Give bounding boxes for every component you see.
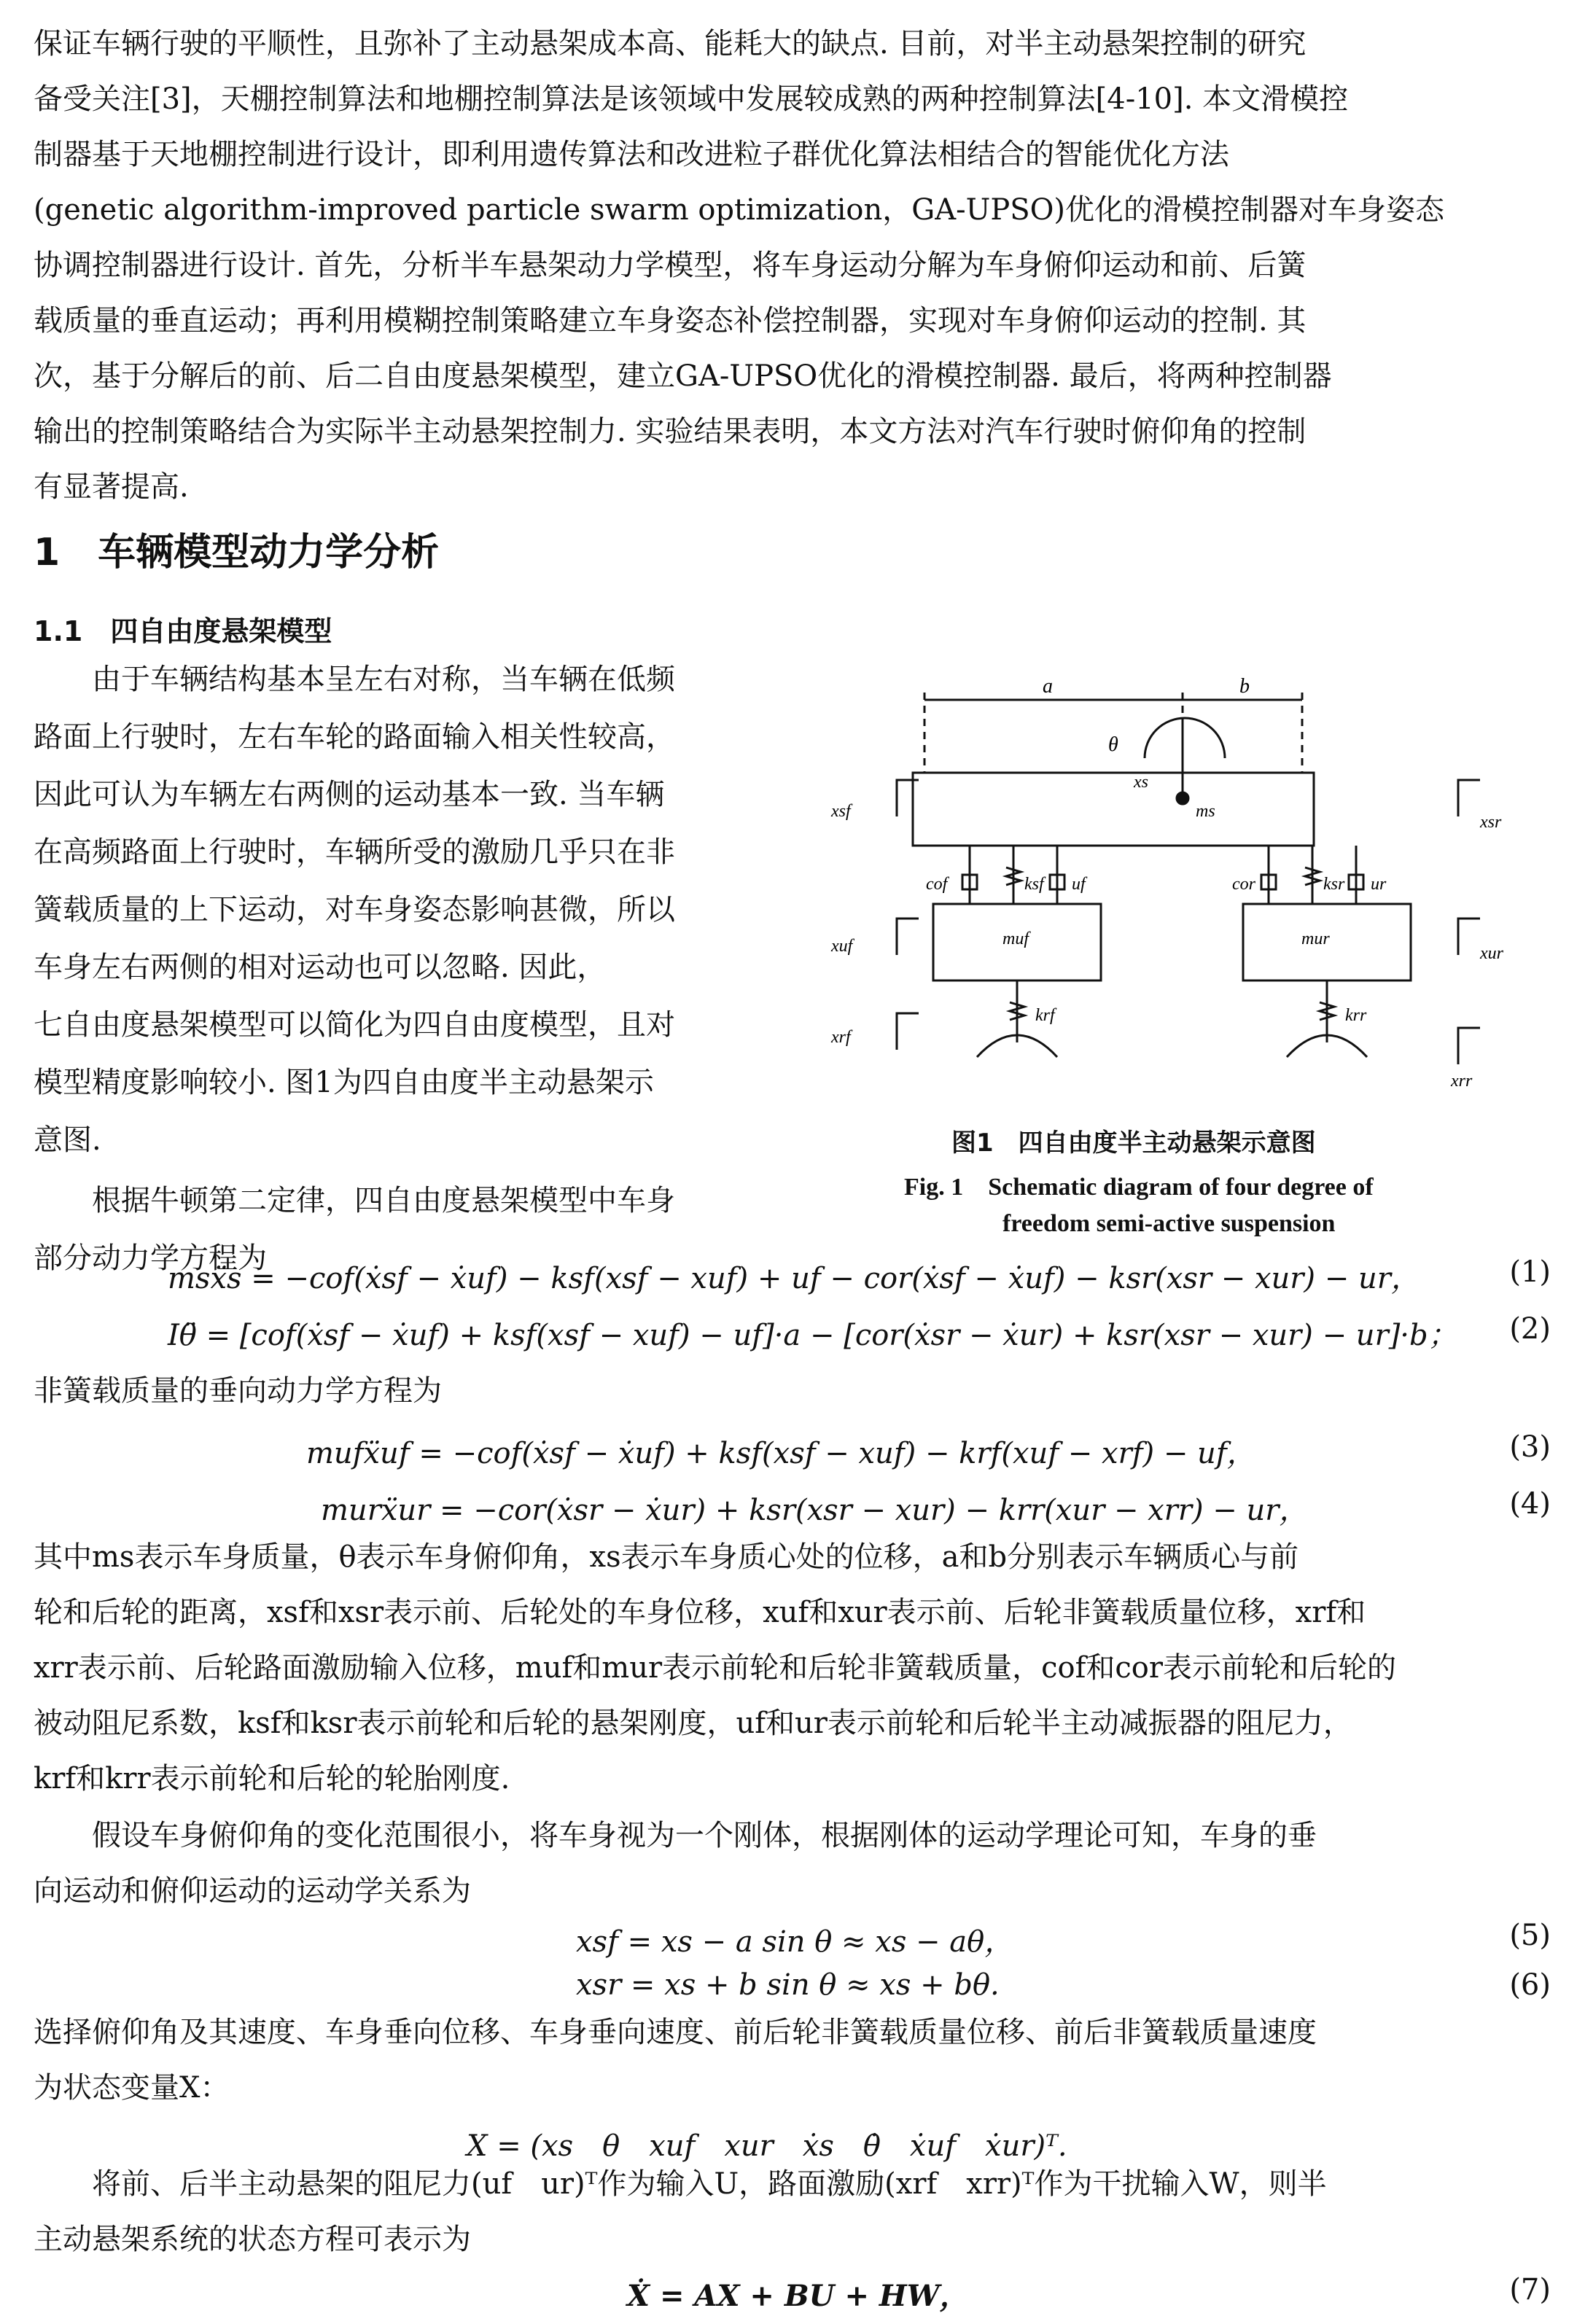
label-b: b: [1239, 675, 1250, 698]
state-line: 选择俯仰角及其速度、车身垂向位移、车身垂向速度、前后轮非簧载质量位移、前后非簧载质量速度: [34, 2016, 1317, 2049]
equation-2: Iθ̈ = [cof(ẋsf − ẋuf) + ksf(xsf − xuf) − uf]·a − [cor(ẋsr − ẋur) + ksr(xsr − xur) − ur]·b；: [168, 1319, 1457, 1352]
input-paragraph: [34, 2156, 1550, 2267]
label-ksr: ksr: [1323, 875, 1345, 894]
intro-line: 制器基于天地棚控制进行设计，即利用遗传算法和改进粒子群优化算法相结合的智能优化方法: [34, 138, 1229, 171]
label-xur: xur: [1480, 944, 1503, 963]
label-xrr: xrr: [1451, 1072, 1473, 1091]
intro-line: 备受关注[3]，天棚控制算法和地棚控制算法是该领域中发展较成熟的两种控制算法[4-10]. 本文滑模控: [34, 82, 1349, 116]
label-ur: ur: [1371, 875, 1387, 894]
col-line: 意图.: [34, 1123, 101, 1157]
label-xrf: xrf: [831, 1028, 851, 1047]
label-muf: muf: [1002, 929, 1029, 948]
figure-caption-cn: 图1 四自由度半主动悬架示意图: [951, 1128, 1316, 1158]
label-krf: krf: [1035, 1006, 1055, 1025]
left-column-text: [34, 651, 792, 1287]
equation-5: xsf = xs − a sin θ ≈ xs − aθ，: [576, 1925, 1014, 1959]
col-line: 由于车辆结构基本呈左右对称，当车辆在低频: [34, 663, 675, 696]
col-line: 簧载质量的上下运动，对车身姿态影响甚微，所以: [34, 893, 675, 927]
col-line: 模型精度影响较小. 图1为四自由度半主动悬架示: [34, 1066, 654, 1099]
label-xs: xs: [1134, 773, 1148, 792]
intro-paragraph: [34, 16, 1550, 515]
variable-definitions: [34, 1529, 1550, 1806]
label-uf: uf: [1072, 875, 1086, 894]
label-ksf: ksf: [1024, 875, 1044, 894]
label-xsr: xsr: [1480, 813, 1502, 832]
equation-4-number: (4): [1509, 1487, 1551, 1521]
equation-1-number: (1): [1509, 1255, 1551, 1289]
label-xsf: xsf: [831, 802, 851, 821]
section-heading: 1 车辆模型动力学分析: [34, 531, 440, 574]
equation-1: msẍs = −cof(ẋsf − ẋuf) − ksf(xsf − xuf) + uf − cor(ẋsf − ẋuf) − ksr(xsr − xur) − ur，: [168, 1262, 1420, 1295]
label-ms: ms: [1196, 802, 1215, 821]
equation-6: xsr = xs + b sin θ ≈ xs + bθ.: [576, 1968, 1000, 2002]
label-krr: krr: [1345, 1006, 1367, 1025]
col-line: 根据牛顿第二定律，四自由度悬架模型中车身: [34, 1184, 675, 1217]
state-vector: X = (xs θ xuf xur ẋs θ̇ ẋuf ẋur)ᵀ.: [467, 2129, 1067, 2163]
col-line: 部分动力学方程为: [34, 1241, 267, 1275]
state-line: 为状态变量X：: [34, 2071, 230, 2105]
equation-3-number: (3): [1509, 1430, 1551, 1464]
intro-line: 有显著提高.: [34, 470, 189, 504]
col-line: 车身左右两侧的相对运动也可以忽略. 因此，: [34, 951, 607, 984]
input-line: 将前、后半主动悬架的阻尼力(uf ur)ᵀ作为输入U，路面激励(xrf xrr)ᵀ作为干扰输入W，则半: [34, 2167, 1327, 2201]
col-line: 因此可认为车辆左右两侧的运动基本一致. 当车辆: [34, 778, 665, 811]
intro-line: 次，基于分解后的前、后二自由度悬架模型，建立GA-UPSO优化的滑模控制器. 最后，将两种控制器: [34, 359, 1332, 393]
input-line: 主动悬架系统的状态方程可表示为: [34, 2223, 471, 2256]
equation-7-number: (7): [1509, 2273, 1551, 2307]
assumption-paragraph: [34, 1808, 1550, 1919]
where-line: 轮和后轮的距离，xsf和xsr表示前、后轮处的车身位移，xuf和xur表示前、后轮非簧载质量位移，xrf和: [34, 1596, 1366, 1629]
equation-7: Ẋ = AX + BU + HW，: [627, 2279, 969, 2313]
intro-line: 载质量的垂直运动；再利用模糊控制策略建立车身姿态补偿控制器，实现对车身俯仰运动的控制. 其: [34, 304, 1307, 338]
suspension-diagram: [824, 671, 1553, 1123]
figure-caption-en-1: Fig. 1 Schematic diagram of four degree of: [904, 1174, 1374, 1201]
assume-line: 假设车身俯仰角的变化范围很小，将车身视为一个刚体，根据刚体的运动学理论可知，车身的垂: [34, 1819, 1317, 1852]
state-variable-paragraph: [34, 2005, 1550, 2116]
label-cor: cor: [1232, 875, 1255, 894]
equation-5-number: (5): [1509, 1919, 1551, 1952]
equation-3: mufẍuf = −cof(ẋsf − ẋuf) + ksf(xsf − xuf) − krf(xuf − xrf) − uf，: [306, 1437, 1256, 1470]
where-line: xrr表示前、后轮路面激励输入位移，muf和mur表示前轮和后轮非簧载质量，cof和cor表示前轮和后轮的: [34, 1651, 1397, 1685]
label-theta: θ: [1108, 733, 1118, 756]
subsection-heading: 1.1 四自由度悬架模型: [34, 615, 332, 647]
label-mur: mur: [1301, 929, 1330, 948]
intro-line: 保证车辆行驶的平顺性，且弥补了主动悬架成本高、能耗大的缺点. 目前，对半主动悬架控制的研究: [34, 27, 1307, 61]
label-xuf: xuf: [831, 937, 853, 956]
col-line: 七自由度悬架模型可以简化为四自由度模型，且对: [34, 1008, 675, 1042]
where-line: 其中ms表示车身质量，θ表示车身俯仰角，xs表示车身质心处的位移，a和b分别表示车辆质心与前: [34, 1540, 1299, 1574]
equation-6-number: (6): [1509, 1968, 1551, 2002]
figure-caption-en-2: freedom semi-active suspension: [1002, 1210, 1336, 1237]
col-line: 在高频路面上行驶时，车辆所受的激励几乎只在非: [34, 835, 675, 869]
assume-line: 向运动和俯仰运动的运动学关系为: [34, 1874, 471, 1908]
intro-line: (genetic algorithm-improved particle swarm optimization，GA-UPSO)优化的滑模控制器对车身姿态: [34, 193, 1445, 227]
where-line: 被动阻尼系数，ksf和ksr表示前轮和后轮的悬架刚度，uf和ur表示前轮和后轮半主动减振器的阻尼力，: [34, 1707, 1352, 1740]
unsprung-heading-line: 非簧载质量的垂向动力学方程为: [34, 1374, 442, 1408]
label-cof: cof: [926, 875, 948, 894]
label-a: a: [1043, 675, 1053, 698]
intro-line: 输出的控制策略结合为实际半主动悬架控制力. 实验结果表明，本文方法对汽车行驶时俯仰角的控制: [34, 415, 1307, 448]
where-line: krf和krr表示前轮和后轮的轮胎刚度.: [34, 1762, 510, 1795]
equation-4: murẍur = −cor(ẋsr − ẋur) + ksr(xsr − xur) − krr(xur − xrr) − ur，: [321, 1494, 1309, 1527]
col-line: 路面上行驶时，左右车轮的路面输入相关性较高，: [34, 720, 675, 754]
equation-2-number: (2): [1509, 1312, 1551, 1346]
intro-line: 协调控制器进行设计. 首先，分析半车悬架动力学模型，将车身运动分解为车身俯仰运动和前、后簧: [34, 249, 1307, 282]
